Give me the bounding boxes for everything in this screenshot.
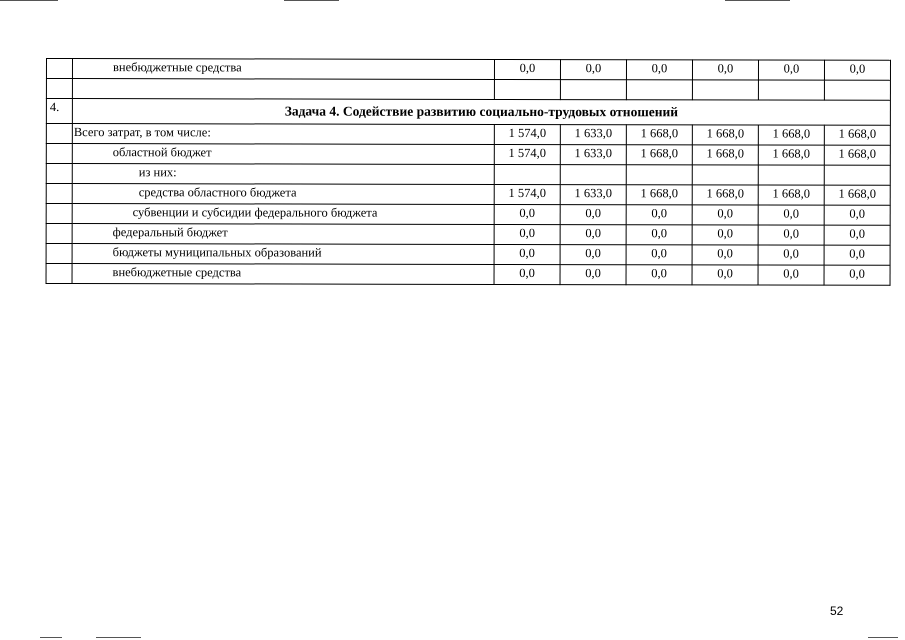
budget-table <box>46 58 891 286</box>
value-cell: 0,0 <box>626 205 692 225</box>
value-cell: 0,0 <box>824 205 890 225</box>
row-label: федеральный бюджет <box>72 224 494 245</box>
row-label: внебюджетные средства <box>72 264 494 285</box>
value-cell <box>560 165 626 185</box>
value-cell: 0,0 <box>758 225 824 245</box>
value-cell: 1 574,0 <box>494 124 560 144</box>
row-label: областной бюджет <box>72 144 494 165</box>
value-cell: 0,0 <box>560 60 626 80</box>
value-cell: 0,0 <box>494 224 560 244</box>
value-cell: 1 668,0 <box>692 125 758 145</box>
value-cell: 1 668,0 <box>758 145 824 165</box>
empty-row <box>46 79 890 101</box>
value-cell: 1 668,0 <box>626 185 692 205</box>
value-cell: 1 574,0 <box>494 184 560 204</box>
value-cell: 0,0 <box>824 245 890 265</box>
value-cell: 0,0 <box>560 205 626 225</box>
value-cell: 0,0 <box>560 225 626 245</box>
value-cell: 0,0 <box>758 245 824 265</box>
value-cell <box>494 164 560 184</box>
table-row <box>46 224 890 246</box>
value-cell: 0,0 <box>758 205 824 225</box>
scan-artifact-top-right <box>725 0 790 1</box>
value-cell: 0,0 <box>560 245 626 265</box>
row-label: внебюджетные средства <box>72 59 494 80</box>
value-cell: 0,0 <box>758 265 824 285</box>
scan-artifact-bottom-mid <box>96 637 141 638</box>
value-cell <box>824 165 890 185</box>
value-cell: 1 574,0 <box>494 144 560 164</box>
scan-artifact-top-mid <box>284 0 339 1</box>
value-cell: 1 668,0 <box>824 125 890 145</box>
value-cell: 1 633,0 <box>560 145 626 165</box>
value-cell: 0,0 <box>692 265 758 285</box>
value-cell: 1 633,0 <box>560 125 626 145</box>
value-cell: 1 668,0 <box>758 125 824 145</box>
value-cell: 1 668,0 <box>626 125 692 145</box>
value-cell: 1 633,0 <box>560 185 626 205</box>
row-label: субвенции и субсидии федерального бюджета <box>72 204 494 225</box>
row-label: бюджеты муниципальных образований <box>72 244 494 265</box>
table-row <box>46 184 890 206</box>
value-cell: 0,0 <box>824 265 890 285</box>
value-cell: 0,0 <box>626 265 692 285</box>
row-label: из них: <box>72 164 494 185</box>
value-cell: 1 668,0 <box>824 145 890 165</box>
value-cell: 0,0 <box>626 60 692 80</box>
value-cell: 1 668,0 <box>626 145 692 165</box>
value-cell: 1 668,0 <box>692 185 758 205</box>
value-cell <box>758 165 824 185</box>
value-cell: 1 668,0 <box>758 185 824 205</box>
table-row <box>46 124 890 146</box>
value-cell: 0,0 <box>494 244 560 264</box>
value-cell <box>692 165 758 185</box>
value-cell: 0,0 <box>692 205 758 225</box>
table-row <box>46 244 890 266</box>
value-cell: 0,0 <box>692 60 758 80</box>
task-header-row <box>46 99 890 126</box>
table-row <box>46 164 890 186</box>
value-cell: 0,0 <box>494 59 560 79</box>
value-cell: 0,0 <box>824 225 890 245</box>
value-cell: 0,0 <box>626 225 692 245</box>
scan-artifact-top-left <box>0 0 58 1</box>
value-cell: 0,0 <box>692 225 758 245</box>
row-number-cell <box>46 59 72 79</box>
table-row <box>46 144 890 166</box>
task-title: Задача 4. Содействие развитию социально-трудовых отношений <box>72 99 890 126</box>
scan-artifact-bottom-right <box>868 637 898 638</box>
value-cell: 1 668,0 <box>692 145 758 165</box>
value-cell: 0,0 <box>824 60 890 80</box>
page-number: 52 <box>830 604 844 618</box>
table-row <box>46 204 890 226</box>
value-cell: 0,0 <box>758 60 824 80</box>
value-cell: 0,0 <box>692 245 758 265</box>
table-row <box>46 59 890 81</box>
value-cell: 1 668,0 <box>824 185 890 205</box>
row-label: средства областного бюджета <box>72 184 494 205</box>
value-cell: 0,0 <box>626 245 692 265</box>
value-cell: 0,0 <box>494 204 560 224</box>
value-cell: 0,0 <box>494 264 560 284</box>
row-label: Всего затрат, в том числе: <box>72 124 494 145</box>
scan-artifact-bottom-left <box>40 637 62 638</box>
table-row <box>46 264 890 286</box>
task-number: 4. <box>46 99 72 124</box>
value-cell: 0,0 <box>560 265 626 285</box>
value-cell <box>626 165 692 185</box>
